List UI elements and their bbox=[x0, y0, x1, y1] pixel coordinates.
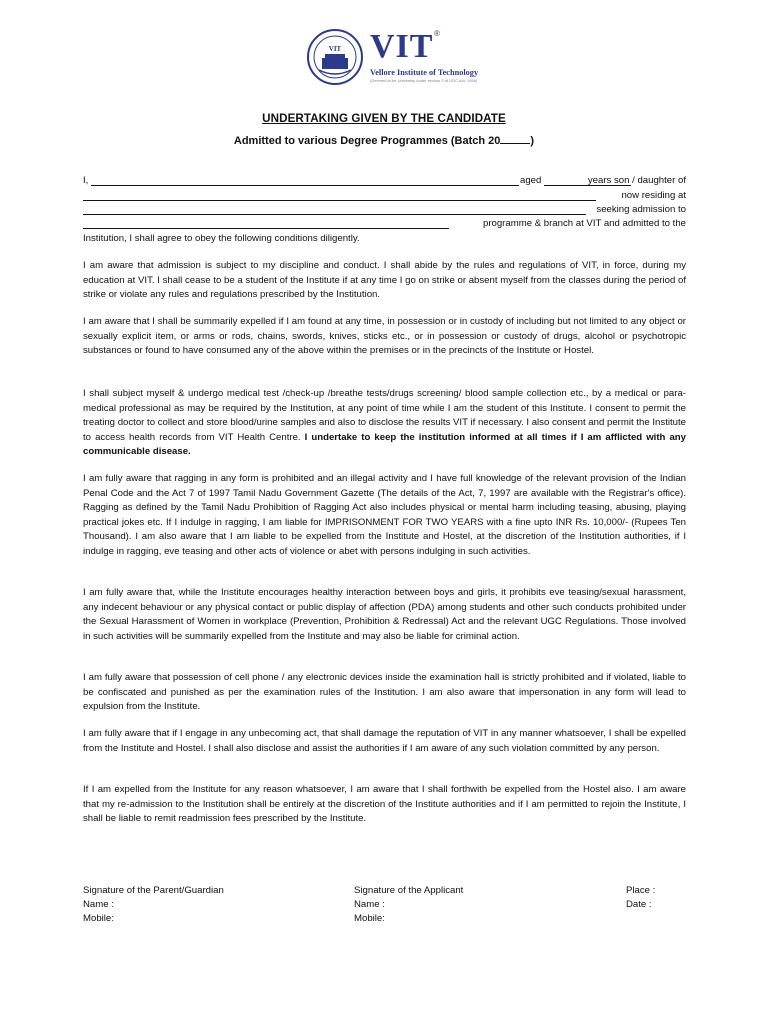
paragraph-prohibited-items: I am aware that I shall be summarily expelled if I am found at any time, in possession or in custody of including but not limited to any object or sexually explicit item, or arms or rods, chains, swords, knives, sticks etc., or in possession or custody of drugs, alcohol or psychotropic substances or found to have consumed any of the above within the premises or in the precincts of the Institute or Hostel. bbox=[83, 316, 686, 357]
subtitle-prefix: Admitted to various Degree Programmes (Batch 20 bbox=[233, 135, 501, 147]
parent-signature-label: Signature of the Parent/Guardian bbox=[83, 885, 224, 896]
candidate-name-blank[interactable] bbox=[91, 185, 519, 186]
vit-seal-icon bbox=[306, 28, 364, 86]
paragraph-ragging: I am fully aware that ragging in any form is prohibited and an illegal activity and I have full knowledge of the relevant provision of the Indian Penal Code and the Act 7 of 1997 Tamil Nadu Government Gazette (The details of the Act, 7, 1997 are available with the Registrar's office). Ragging as defined by the Tamil Nadu Prohibition of Ragging Act also includes physical or mental harm including teasing, abusing, playing practical jokes etc. If I indulge in ragging, I am liable for IMPRISONMENT FOR TWO YEARS with a fine upto INR Rs. 10,000/- (Rupees Ten Thousand). I am also aware that I am liable to be expelled from the Institute and Hostel, at the discretion of the Institution authorities, if I indulge in ragging, eve teasing and other acts of violence or abet with persons indulging in such activities. bbox=[83, 473, 686, 557]
applicant-signature-block bbox=[354, 884, 463, 926]
subtitle-suffix: ) bbox=[530, 135, 535, 147]
applicant-name-label: Name : bbox=[354, 899, 385, 910]
form-line-4 bbox=[83, 216, 686, 231]
address-blank[interactable] bbox=[83, 214, 586, 215]
form-line1-suffix: years son / daughter of bbox=[587, 175, 686, 186]
parent-name-blank[interactable] bbox=[83, 200, 596, 201]
paragraph-medical bbox=[83, 387, 686, 460]
logo-subline: (Deemed to be University under section 3 of UGC Act, 1956) bbox=[370, 78, 478, 83]
form-line-3 bbox=[83, 202, 686, 217]
form-line3-suffix: seeking admission to bbox=[596, 204, 686, 215]
form-line-5 bbox=[83, 231, 686, 246]
seal-text: VIT bbox=[328, 45, 342, 53]
batch-year-blank[interactable] bbox=[500, 134, 530, 144]
place-date-block bbox=[626, 884, 655, 912]
paragraph-medical-text: I shall subject myself & undergo medical test /check-up /breathe tests/drugs screening/ blood sample collection etc., by a medical or para-medical professional as may be required by the Institution, at any point of time while I am the student of this Institute. I consent to permit the treating doctor to collect and store blood/urine samples and also to disclose the results VIT if necessary. I also consent and permit the Institute to access health records from VIT Health Centre. bbox=[83, 388, 686, 443]
parent-signature-block bbox=[83, 884, 224, 926]
document-subtitle bbox=[0, 134, 768, 147]
parent-name-label: Name : bbox=[83, 899, 114, 910]
paragraph-electronic-devices: I am fully aware that possession of cell phone / any electronic devices inside the examination hall is strictly prohibited and if violated, liable to be confiscated and punished as per the examination rules of the Institution. I am also aware that impersonation in any form will lead to expulsion from the Institute. bbox=[83, 672, 686, 713]
parent-mobile-label: Mobile: bbox=[83, 913, 114, 924]
form-line2-suffix: now residing at bbox=[621, 190, 686, 201]
logo-wordmark: VIT bbox=[370, 28, 434, 65]
place-label: Place : bbox=[626, 885, 656, 896]
paragraph-expulsion: If I am expelled from the Institute for any reason whatsoever, I am aware that I shall forthwith be expelled from the Hostel also. I am aware that my re-admission to the Institution shall be entirely at the discretion of the Institute authorities and if I am permitted to rejoin the Institute, I shall be liable to remit readmission fees prescribed by the Institute. bbox=[83, 784, 686, 825]
paragraph-medical-bold: I undertake to keep the institution informed at all times if I am afflicted with any communicable disease. bbox=[83, 431, 686, 458]
form-line1-aged: aged bbox=[520, 175, 542, 186]
registered-mark: ® bbox=[434, 29, 440, 38]
programme-blank[interactable] bbox=[83, 228, 449, 229]
document-title: UNDERTAKING GIVEN BY THE CANDIDATE bbox=[262, 112, 506, 125]
paragraph-reputation: I am fully aware that if I engage in any unbecoming act, that shall damage the reputation of VIT in any manner whatsoever, I shall be expelled from the Institute and Hostel. I shall also disclose and assist the authorities if I am aware of any such violation committed by any person. bbox=[83, 728, 686, 754]
form-line-2 bbox=[83, 188, 686, 203]
applicant-mobile-label: Mobile: bbox=[354, 913, 385, 924]
form-line5-text: Institution, I shall agree to obey the following conditions diligently. bbox=[83, 233, 360, 244]
paragraph-harassment: I am fully aware that, while the Institute encourages healthy interaction between boys and girls, it prohibits eve teasing/sexual harassment, any indecent behaviour or any physical contact or public display of affection (PDA) among students and other such conducts prohibited under the Sexual Harassment of Women in workplace (Prevention, Prohibition & Redressal) Act and the relevant UGC Regulations. Those involved in such activities will be summarily expelled from the Institute and may also be liable for criminal action. bbox=[83, 587, 686, 642]
paragraph-discipline: I am aware that admission is subject to my discipline and conduct. I shall abide by the rules and regulations of VIT, in force, during my education at VIT. I shall cease to be a student of the Institute if at any time I go on strike or absent myself from the classes during the period of strike or violate any rules and regulations prescribed by the Institution. bbox=[83, 260, 686, 301]
form-line4-suffix: programme & branch at VIT and admitted to the bbox=[482, 218, 686, 229]
form-line1-prefix: I, bbox=[83, 175, 89, 186]
applicant-signature-label: Signature of the Applicant bbox=[354, 885, 464, 896]
form-line-1 bbox=[83, 173, 686, 188]
vit-logo bbox=[306, 28, 479, 86]
date-label: Date : bbox=[626, 899, 652, 910]
logo-tagline: Vellore Institute of Technology bbox=[370, 68, 479, 77]
